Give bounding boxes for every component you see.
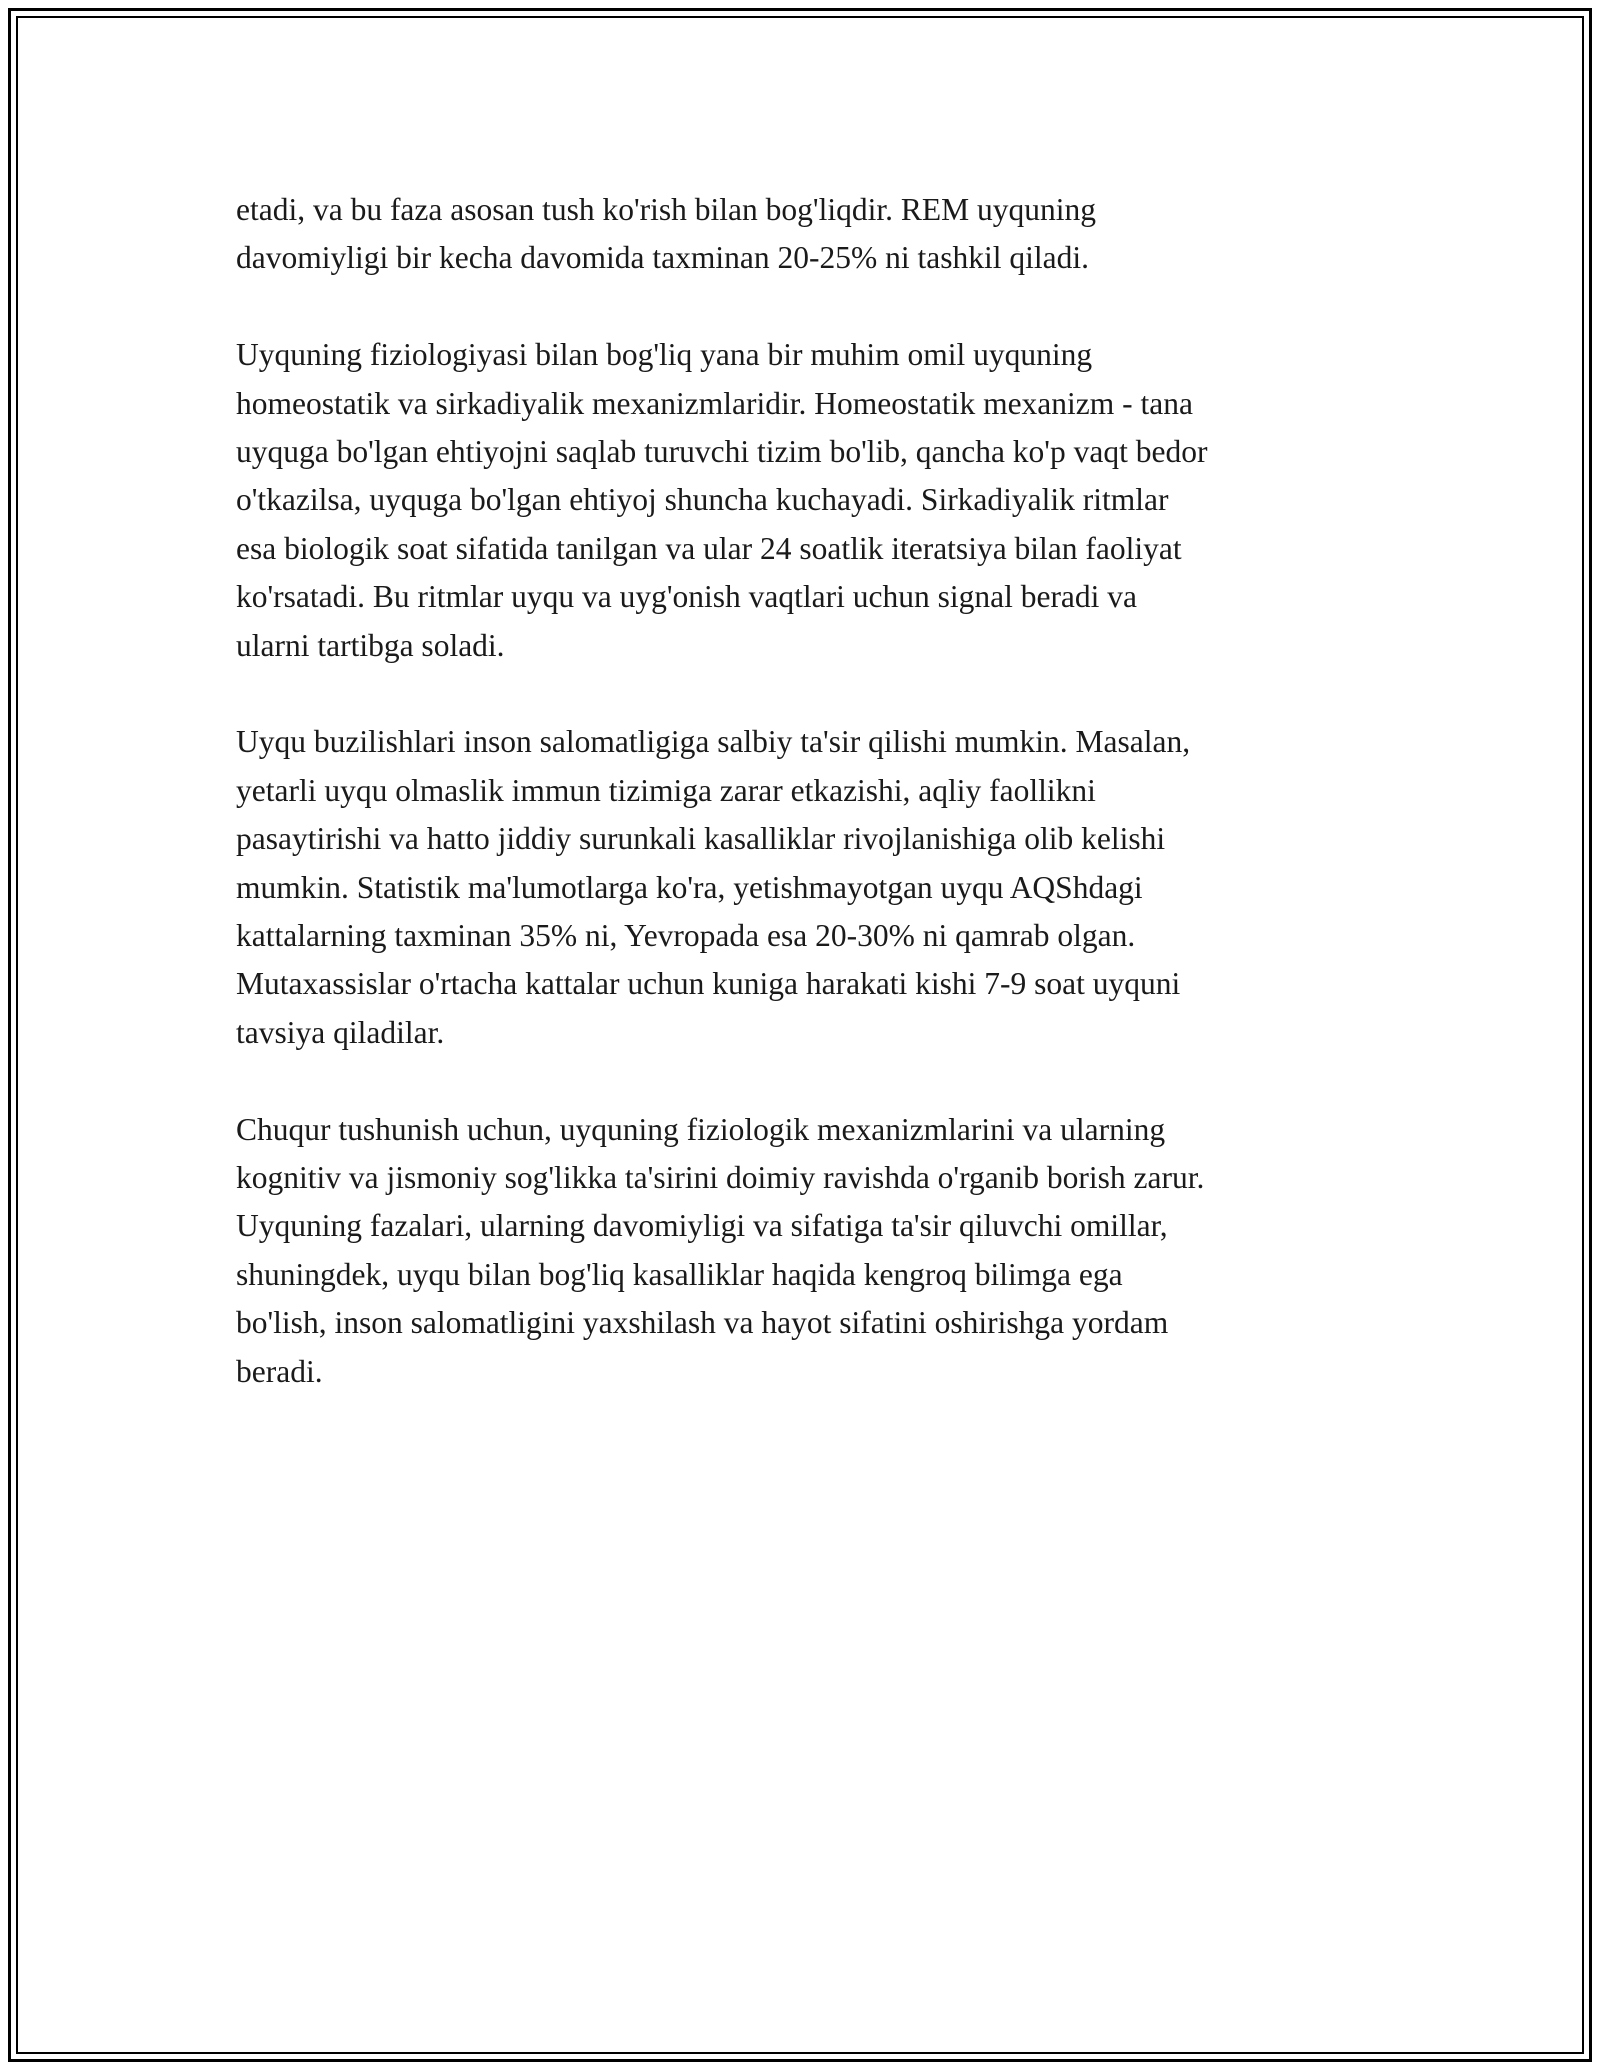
text-line: davomiyligi bir kecha davomida taxminan 20-25% ni tashkil qiladi. (236, 240, 1089, 276)
text-line: pasaytirishi va hatto jiddiy surunkali kasalliklar rivojlanishiga olib kelishi (236, 821, 1166, 857)
text-line: ularni tartibga soladi. (236, 627, 505, 663)
text-line: bo'lish, inson salomatligini yaxshilash va hayot sifatini oshirishga yordam (236, 1305, 1169, 1341)
paragraph-1 (236, 186, 1376, 283)
text-line: Uyqu buzilishlari inson salomatligiga salbiy ta'sir qilishi mumkin. Masalan, (236, 724, 1191, 760)
text-line: Mutaxassislar o'rtacha kattalar uchun kuniga harakati kishi 7-9 soat uyquni (236, 966, 1181, 1002)
text-line: Chuqur tushunish uchun, uyquning fiziologik mexanizmlarini va ularning (236, 1111, 1166, 1147)
document-body (236, 186, 1376, 1445)
text-line: etadi, va bu faza asosan tush ko'rish bilan bog'liqdir. REM uyquning (236, 192, 1096, 227)
text-line: uyquga bo'lgan ehtiyojni saqlab turuvchi tizim bo'lib, qancha ko'p vaqt bedor (236, 434, 1208, 470)
text-line: Uyquning fazalari, ularning davomiyligi va sifatiga ta'sir qiluvchi omillar, (236, 1208, 1168, 1244)
paragraph-2 (236, 331, 1376, 670)
text-line: kognitiv va jismoniy sog'likka ta'sirini doimiy ravishda o'rganib borish zarur. (236, 1160, 1205, 1196)
text-line: Uyquning fiziologiyasi bilan bog'liq yana bir muhim omil uyquning (236, 337, 1093, 373)
text-line: shuningdek, uyqu bilan bog'liq kasalliklar haqida kengroq bilimga ega (236, 1256, 1123, 1292)
text-line: mumkin. Statistik ma'lumotlarga ko'ra, yetishmayotgan uyqu AQShdagi (236, 869, 1143, 905)
text-line: esa biologik soat sifatida tanilgan va ular 24 soatlik iteratsiya bilan faoliyat (236, 530, 1182, 566)
paragraph-4 (236, 1106, 1376, 1396)
text-line: kattalarning taxminan 35% ni, Yevropada esa 20-30% ni qamrab olgan. (236, 918, 1136, 954)
text-line: yetarli uyqu olmaslik immun tizimiga zarar etkazishi, aqliy faollikni (236, 772, 1096, 808)
text-line: tavsiya qiladilar. (236, 1014, 445, 1050)
paragraph-3 (236, 718, 1376, 1057)
text-line: ko'rsatadi. Bu ritmlar uyqu va uyg'onish vaqtlari uchun signal beradi va (236, 579, 1138, 615)
text-line: homeostatik va sirkadiyalik mexanizmlaridir. Homeostatik mexanizm - tana (236, 385, 1193, 421)
text-line: o'tkazilsa, uyquga bo'lgan ehtiyoj shuncha kuchayadi. Sirkadiyalik ritmlar (236, 482, 1169, 518)
text-line: beradi. (236, 1353, 323, 1389)
